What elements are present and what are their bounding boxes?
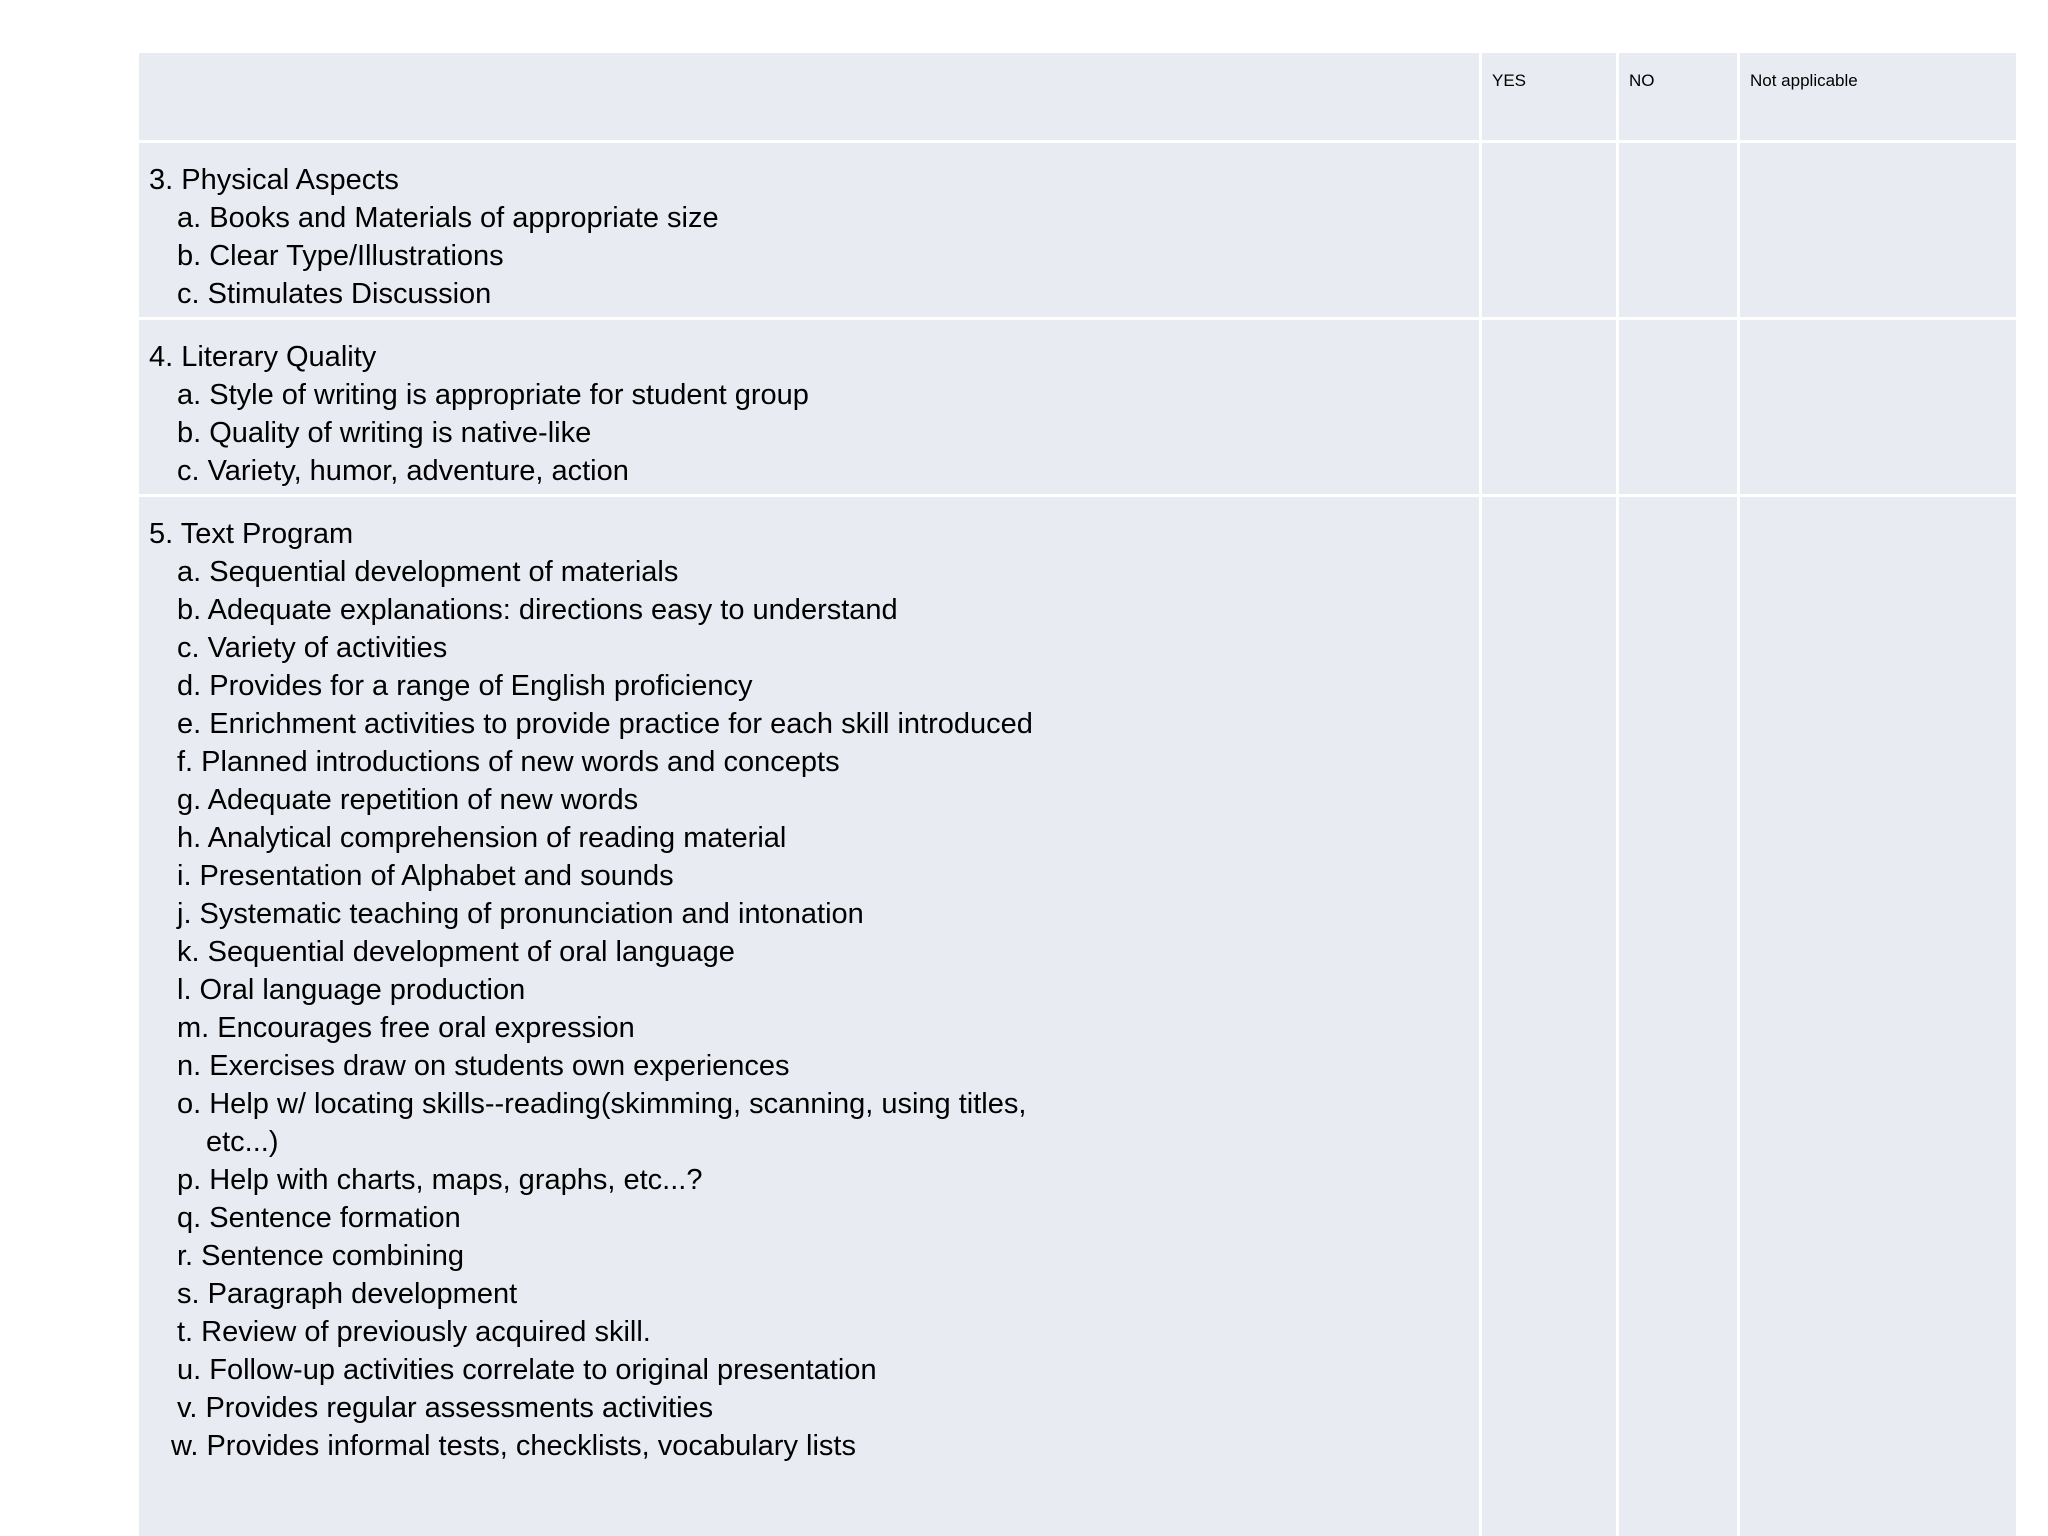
- criterion-item: t. Review of previously acquired skill.: [177, 1316, 651, 1348]
- criterion-item: e. Enrichment activities to provide practice for each skill introduced: [177, 708, 1033, 740]
- header-no-cell: [1619, 53, 1740, 143]
- criterion-item: q. Sentence formation: [177, 1202, 461, 1234]
- text-program-na-cell[interactable]: [1740, 497, 2016, 1536]
- section-title: 4. Literary Quality: [149, 341, 377, 373]
- criterion-item: b. Clear Type/Illustrations: [177, 240, 504, 272]
- criterion-item: j. Systematic teaching of pronunciation and intonation: [177, 898, 864, 930]
- criterion-item: p. Help with charts, maps, graphs, etc...?: [177, 1164, 703, 1196]
- evaluation-table: [139, 53, 2016, 1536]
- criterion-item: c. Variety, humor, adventure, action: [177, 455, 629, 487]
- criterion-item: v. Provides regular assessments activities: [177, 1392, 714, 1424]
- section-title: 3. Physical Aspects: [149, 164, 399, 196]
- yes-column-header: YES: [1492, 71, 1527, 90]
- text-program-yes-cell[interactable]: [1482, 497, 1619, 1536]
- criterion-item: b. Quality of writing is native-like: [177, 417, 592, 449]
- text-program-no-cell[interactable]: [1619, 497, 1740, 1536]
- criterion-item: a. Style of writing is appropriate for student group: [177, 379, 809, 411]
- section-physical-aspects: [139, 143, 1482, 320]
- literary-quality-no-cell[interactable]: [1619, 320, 1740, 497]
- criterion-item: m. Encourages free oral expression: [177, 1012, 635, 1044]
- criterion-item: h. Analytical comprehension of reading material: [177, 822, 787, 854]
- criterion-item: f. Planned introductions of new words and concepts: [177, 746, 840, 778]
- criterion-item: o. Help w/ locating skills--reading(skimming, scanning, using titles,: [177, 1088, 1027, 1120]
- literary-quality-yes-cell[interactable]: [1482, 320, 1619, 497]
- criterion-item: l. Oral language production: [177, 974, 526, 1006]
- criterion-item: k. Sequential development of oral language: [177, 936, 735, 968]
- criterion-item: s. Paragraph development: [177, 1278, 518, 1310]
- criterion-item: n. Exercises draw on students own experiences: [177, 1050, 790, 1082]
- criterion-item: c. Stimulates Discussion: [177, 278, 492, 310]
- criterion-item: a. Books and Materials of appropriate size: [177, 202, 719, 234]
- no-column-header: NO: [1629, 71, 1655, 90]
- literary-quality-na-cell[interactable]: [1740, 320, 2016, 497]
- criterion-item: g. Adequate repetition of new words: [177, 784, 639, 816]
- section-title: 5. Text Program: [149, 518, 354, 550]
- criterion-item: u. Follow-up activities correlate to original presentation: [177, 1354, 877, 1386]
- criterion-item: i. Presentation of Alphabet and sounds: [177, 860, 674, 892]
- criterion-item-continuation: etc...): [206, 1126, 279, 1158]
- criterion-item: a. Sequential development of materials: [177, 556, 679, 588]
- physical-aspects-no-cell[interactable]: [1619, 143, 1740, 320]
- criterion-item: d. Provides for a range of English proficiency: [177, 670, 753, 702]
- header-na-cell: [1740, 53, 2016, 143]
- criterion-item: b. Adequate explanations: directions easy to understand: [177, 594, 898, 626]
- physical-aspects-na-cell[interactable]: [1740, 143, 2016, 320]
- header-yes-cell: [1482, 53, 1619, 143]
- not-applicable-column-header: Not applicable: [1750, 71, 1858, 90]
- section-literary-quality: [139, 320, 1482, 497]
- section-text-program: [139, 497, 1482, 1536]
- criterion-item: c. Variety of activities: [177, 632, 448, 664]
- header-criteria-cell: [139, 53, 1482, 143]
- physical-aspects-yes-cell[interactable]: [1482, 143, 1619, 320]
- criterion-item: r. Sentence combining: [177, 1240, 464, 1272]
- criterion-item: w. Provides informal tests, checklists, vocabulary lists: [171, 1430, 856, 1462]
